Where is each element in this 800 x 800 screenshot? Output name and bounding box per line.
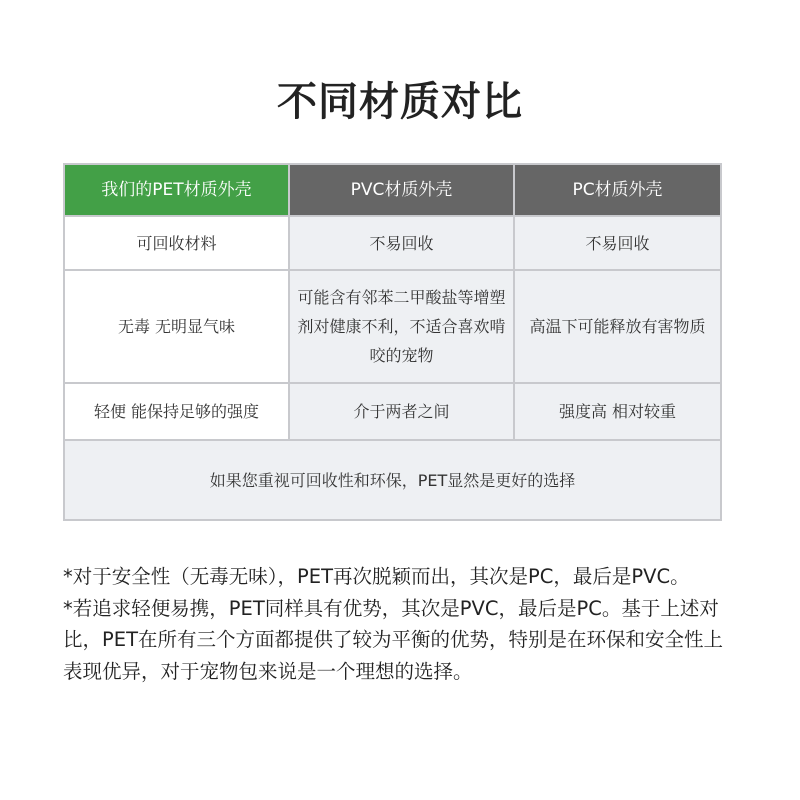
cell: 强度高 相对较重 (514, 383, 721, 440)
header-pvc: PVC材质外壳 (289, 164, 514, 216)
cell: 可回收材料 (64, 216, 289, 270)
header-row (64, 164, 721, 216)
table-row (64, 216, 721, 270)
header-pet: 我们的PET材质外壳 (64, 164, 289, 216)
summary-cell: 如果您重视可回收性和环保，PET显然是更好的选择 (64, 440, 721, 520)
table-row (64, 383, 721, 440)
cell: 可能含有邻苯二甲酸盐等增塑剂对健康不利，不适合喜欢啃咬的宠物 (289, 270, 514, 383)
table-row (64, 270, 721, 383)
page-title: 不同材质对比 (277, 79, 523, 125)
cell: 高温下可能释放有害物质 (514, 270, 721, 383)
header-pc: PC材质外壳 (514, 164, 721, 216)
cell: 无毒 无明显气味 (64, 270, 289, 383)
cell: 不易回收 (289, 216, 514, 270)
cell: 不易回收 (514, 216, 721, 270)
notes (63, 561, 733, 687)
cell: 轻便 能保持足够的强度 (64, 383, 289, 440)
note-portability: *若追求轻便易携，PET同样具有优势，其次是PVC，最后是PC。基于上述对比，PET在所有三个方面都提供了较为平衡的优势，特别是在环保和安全性上表现优异，对于宠物包来说是一个理想的选择。 (63, 596, 723, 683)
summary-row (64, 440, 721, 520)
note-safety: *对于安全性（无毒无味），PET再次脱颖而出，其次是PC，最后是PVC。 (63, 565, 690, 588)
comparison-table (63, 163, 722, 521)
cell: 介于两者之间 (289, 383, 514, 440)
